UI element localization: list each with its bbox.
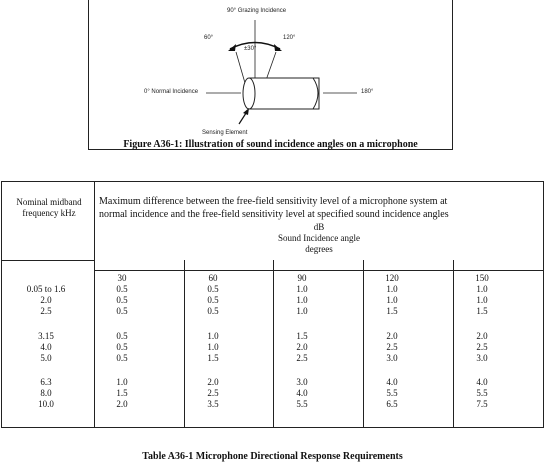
value-cell: 1.0: [296, 295, 308, 305]
value-cell: 2.0: [476, 331, 488, 341]
frequency-cell: 3.15: [38, 331, 54, 341]
grazing-label: 90° Grazing Incidence: [227, 8, 287, 14]
frequency-cell: 2.0: [40, 295, 52, 305]
frequency-cell: 8.0: [40, 388, 52, 398]
frequency-cell: 2.5: [40, 306, 52, 316]
value-cell: 2.5: [296, 353, 308, 363]
value-cell: 1.0: [116, 377, 128, 387]
value-cell: 4.0: [296, 388, 308, 398]
frequency-cell: 10.0: [38, 399, 54, 409]
figure-frame: [88, 0, 453, 150]
value-cell: 1.0: [296, 306, 308, 316]
value-cell: 1.0: [386, 295, 398, 305]
value-cell: 2.0: [296, 342, 308, 352]
value-cell: 2.0: [116, 399, 128, 409]
value-cell: 1.0: [207, 342, 219, 352]
angle-center-label: ±30°: [244, 46, 257, 52]
angle-header-0: 30: [117, 273, 127, 283]
angle-header-1: 60: [208, 273, 218, 283]
value-cell: 0.5: [116, 353, 128, 363]
table-row: [2, 353, 543, 364]
table-row: [2, 399, 543, 410]
value-cell: 0.5: [207, 295, 219, 305]
table-body: [2, 182, 543, 427]
value-cell: 3.5: [207, 399, 219, 409]
value-cell: 1.5: [116, 388, 128, 398]
table-caption: Table A36-1 Microphone Directional Response Requirements: [142, 451, 403, 462]
value-cell: 0.5: [116, 331, 128, 341]
value-cell: 5.5: [296, 399, 308, 409]
value-cell: 2.0: [207, 377, 219, 387]
value-cell: 3.0: [296, 377, 308, 387]
value-cell: 1.5: [386, 306, 398, 316]
value-cell: 5.5: [386, 388, 398, 398]
value-cell: 7.5: [476, 399, 488, 409]
table-row: [2, 331, 543, 342]
angle-header-4: 150: [475, 273, 489, 283]
value-cell: 6.5: [386, 399, 398, 409]
value-cell: 4.0: [386, 377, 398, 387]
microphone-body: [249, 78, 319, 109]
angle-header-3: 120: [385, 273, 399, 283]
frequency-cell: 4.0: [40, 342, 52, 352]
value-cell: 0.5: [116, 342, 128, 352]
sensing-element-label: Sensing Element: [202, 130, 248, 136]
frequency-cell: 5.0: [40, 353, 52, 363]
figure-caption: Figure A36-1: Illustration of sound incidence angles on a microphone: [123, 139, 418, 150]
angle-120-label: 120°: [283, 35, 296, 41]
frequency-header: Nominal midband frequency kHz: [16, 197, 82, 218]
normal-incidence-label: 0° Normal Incidence: [144, 89, 199, 95]
table-row: [2, 342, 543, 353]
value-cell: 0.5: [207, 284, 219, 294]
value-cell: 2.5: [386, 342, 398, 352]
table-row: [2, 377, 543, 388]
microphone-face: [243, 78, 255, 109]
table-row: [2, 295, 543, 306]
value-cell: 2.0: [386, 331, 398, 341]
value-cell: 0.5: [207, 306, 219, 316]
value-cell: 0.5: [116, 284, 128, 294]
table-row: [2, 306, 543, 317]
value-cell: 2.5: [476, 342, 488, 352]
value-cell: 1.0: [207, 331, 219, 341]
arc-arrow-right: [274, 44, 282, 51]
value-cell: 5.5: [476, 388, 488, 398]
frequency-cell: 6.3: [40, 377, 52, 387]
value-cell: 4.0: [476, 377, 488, 387]
value-cell: 1.0: [476, 295, 488, 305]
value-cell: 1.0: [476, 284, 488, 294]
table-row: [2, 284, 543, 295]
response-table: [1, 181, 544, 428]
value-cell: 1.5: [207, 353, 219, 363]
value-cell: 1.5: [476, 306, 488, 316]
main-header: Maximum difference between the free-field sensitivity level of a microphone system at normal incidence and the free-field sensitivity level at specified sound incidence angles: [99, 196, 449, 220]
angle60-line: [236, 52, 245, 83]
value-cell: 1.0: [296, 284, 308, 294]
value-cell: 1.0: [386, 284, 398, 294]
value-cell: 3.0: [386, 353, 398, 363]
value-cell: 1.5: [296, 331, 308, 341]
angle-header-2: 90: [297, 273, 307, 283]
frequency-cell: 0.05 to 1.6: [26, 284, 66, 294]
value-cell: 3.0: [476, 353, 488, 363]
value-cell: 0.5: [116, 295, 128, 305]
arc-arrow-left: [228, 44, 236, 51]
angle-subheader: dB Sound Incidence angle degrees: [278, 222, 360, 254]
table-row: [2, 388, 543, 399]
value-cell: 2.5: [207, 388, 219, 398]
value-cell: 0.5: [116, 306, 128, 316]
microphone-diagram: [89, 0, 454, 150]
back-angle-label: 180°: [361, 89, 374, 95]
angle-60-label: 60°: [204, 35, 214, 41]
